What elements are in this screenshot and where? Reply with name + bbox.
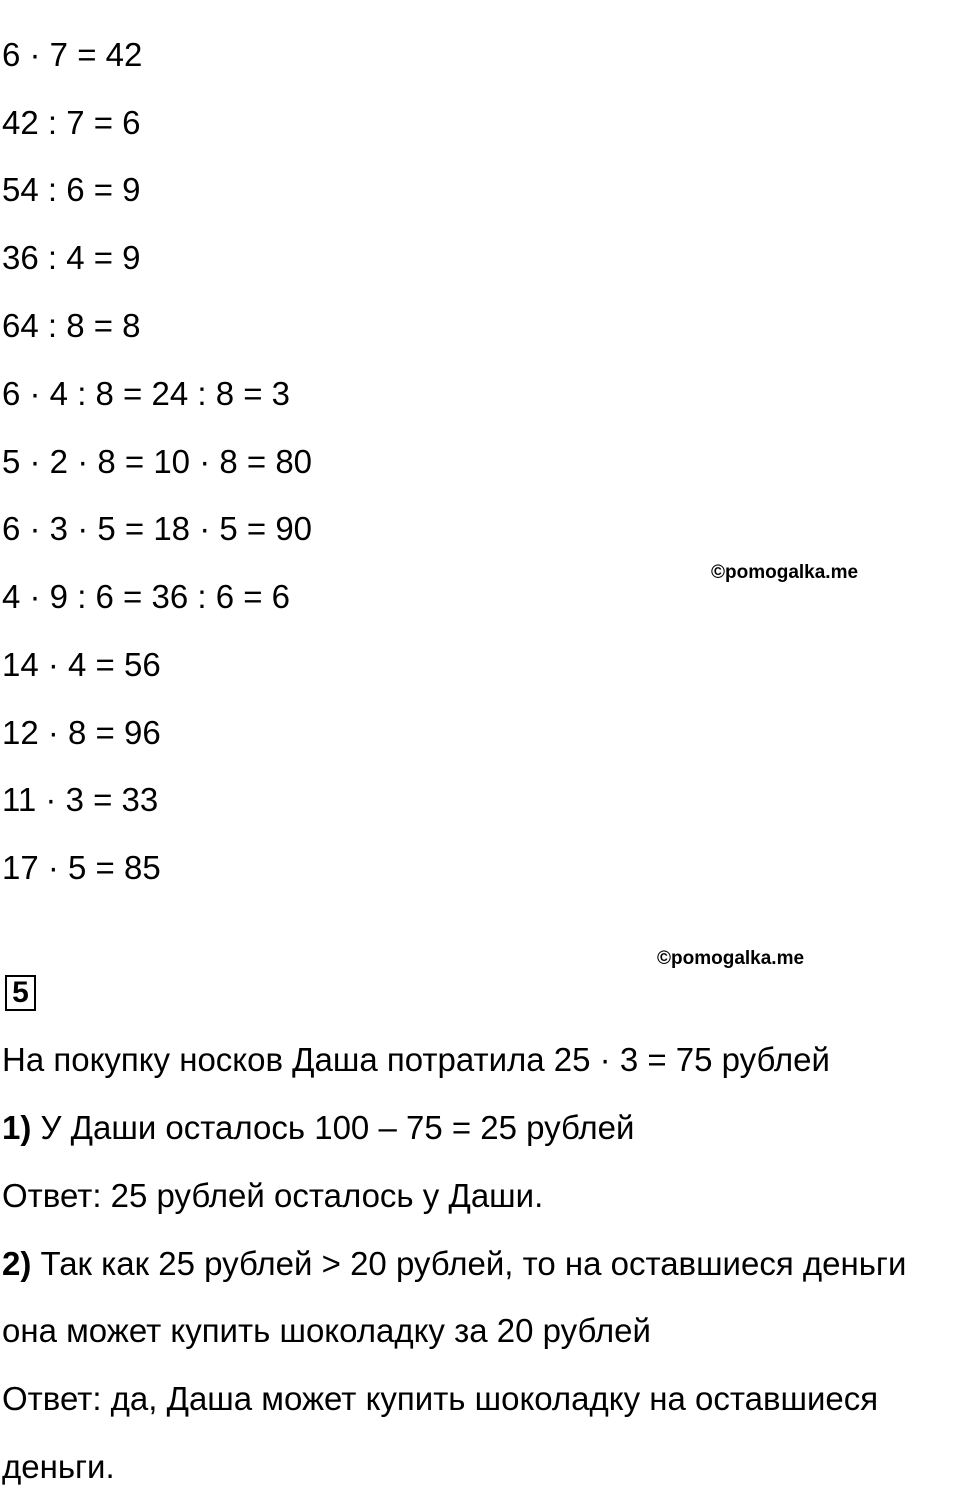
equation-line: 42 : 7 = 6 [2,104,141,141]
part2-line [2,1244,906,1284]
watermark: ©pomogalka.me [711,562,859,583]
part1-marker: 1) [2,1109,32,1146]
equation-line: 6 · 7 = 42 [2,36,143,73]
equation-line: 11 · 3 = 33 [2,781,159,818]
part2-text-cont: она может купить шоколадку за 20 рублей [2,1312,651,1349]
part2-answer: Ответ: да, Даша может купить шоколадку на оставшиеся [2,1380,879,1417]
equation-line: 6 · 4 : 8 = 24 : 8 = 3 [2,375,291,412]
part2-answer-cont: деньги. [2,1448,115,1485]
equation-line: 6 · 3 · 5 = 18 · 5 = 90 [2,510,313,547]
equation-line: 64 : 8 = 8 [2,307,141,344]
watermark: ©pomogalka.me [657,948,805,969]
task-number-box: 5 [5,975,36,1011]
part2-text: Так как 25 рублей > 20 рублей, то на оставшиеся деньги [31,1245,907,1282]
part1-line [2,1108,634,1148]
equation-line: 54 : 6 = 9 [2,171,141,208]
part1-text: У Даши осталось 100 – 75 = 25 рублей [31,1109,635,1146]
part2-marker: 2) [2,1245,32,1282]
equation-line: 17 · 5 = 85 [2,849,161,886]
equation-line: 12 · 8 = 96 [2,714,161,751]
equation-line: 5 · 2 · 8 = 10 · 8 = 80 [2,443,313,480]
part1-answer: Ответ: 25 рублей осталось у Даши. [2,1177,544,1214]
equation-line: 36 : 4 = 9 [2,239,141,276]
task-intro: На покупку носков Даша потратила 25 · 3 = 75 рублей [2,1041,830,1078]
equation-line: 14 · 4 = 56 [2,646,161,683]
equation-line: 4 · 9 : 6 = 36 : 6 = 6 [2,578,291,615]
